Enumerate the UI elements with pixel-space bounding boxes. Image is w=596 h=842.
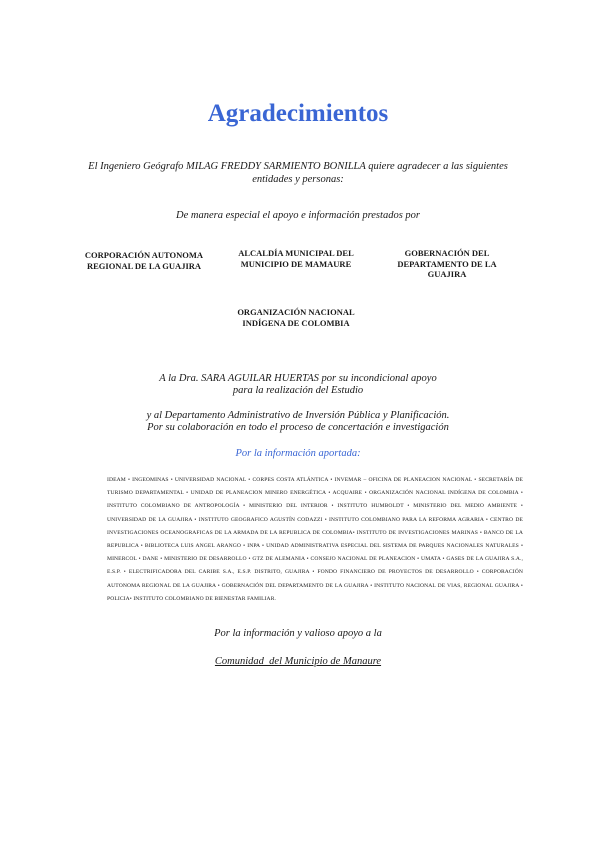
intro-line-1: El Ingeniero Geógrafo MILAG FREDDY SARMIENTO BONILLA quiere agradecer a las siguientes [88, 161, 508, 172]
info-heading: Por la información aportada: [235, 448, 361, 459]
org-line: GUAJIRA [427, 269, 467, 279]
person-thanks-line-1: A la Dra. SARA AGUILAR HUERTAS por su incondicional apoyo [159, 373, 437, 384]
org-line: DEPARTAMENTO DE LA [397, 258, 497, 269]
org-corpoguajira [74, 250, 214, 271]
org-line: CORPORACIÓN AUTONOMA [84, 250, 204, 260]
person-thanks [0, 373, 596, 397]
special-thanks-text: De manera especial el apoyo e información prestados por [176, 210, 420, 221]
org-onic [226, 307, 366, 328]
org-line: INDÍGENA DE COLOMBIA [242, 317, 350, 328]
page-title: Agradecimientos [207, 100, 389, 127]
closing-text: Por la información y valioso apoyo a la [214, 628, 382, 639]
org-line: ALCALDÍA MUNICIPAL DEL [238, 248, 354, 258]
org-line: GOBERNACIÓN DEL [404, 248, 490, 258]
org-line: MUNICIPIO DE MAMAURE [240, 258, 352, 269]
person-thanks-line-2: para la realización del Estudio [232, 385, 364, 396]
org-line: ORGANIZACIÓN NACIONAL [237, 307, 355, 317]
org-line: REGIONAL DE LA GUAJIRA [86, 260, 202, 271]
intro-line-2: entidades y personas: [252, 174, 344, 185]
department-thanks-line-1: y al Departamento Administrativo de Inversión Pública y Planificación. [146, 410, 450, 421]
intro-paragraph [70, 160, 526, 186]
community-text: Comunidad del Municipio de Manaure [214, 656, 382, 667]
institutions-list: IDEAM • INGEOMINAS • UNIVERSIDAD NACIONAL • CORPES COSTA ATLÁNTICA • INVEMAR – OFICINA DE PLANEACION NACIONAL • SECRETARÍA DE TURISMO DEPARTAMENTAL • UNIDAD DE PLANEACION MINERO ENERGÉTICA • ACQUAIRE • ORGANIZACIÓN NACIONAL INDÍGENA DE COLOMBIA • INSTITUTO COLOMBIANO DE ANTROPOLOGÍA • MINISTERIO DEL INTERIOR • INSTITUTO HUMBOLDT • MINISTERIO DEL MEDIO AMBIENTE • UNIVERSIDAD DE LA GUAJIRA • INSTITUTO GEOGRAFICO AGUSTÍN CODAZZI • INSTITUTO COLOMBIANO PARA LA REFORMA AGRARIA • CENTRO DE INVESTIGACIONES OCEANOGRAFICAS DE LA ARMADA DE LA REPUBLICA DE COLOMBIA• INSTITUTO DE INVESTIGACIONES MARINAS • BANCO DE LA REPUBLICA • BIBLIOTECA LUIS ANGEL ARANGO • INPA • UNIDAD ADMINISTRATIVA ESPECIAL DEL SISTEMA DE PARQUES NACIONALES NATURALES • MINERCOL • DANE • MINISTERIO DE DESARROLLO • GTZ DE ALEMANIA • CONSEJO NACIONAL DE PLANEACION • UMATA • GASES DE LA GUAJIRA S.A., E.S.P. • ELECTRIFICADORA DEL CARIBE S.A., E.S.P. DISTRITO, GUAJIRA • FONDO FINANCIERO DE PROYECTOS DE DESARROLLO • CORPORACIÓN AUTONOMA REGIONAL DE LA GUAJIRA • GOBERNACIÓN DEL DEPARTAMENTO DE LA GUAJIRA • INSTITUTO NACIONAL DE VIAS, REGIONAL GUAJIRA • POLICIA• INSTITUTO COLOMBIANO DE BIENESTAR FAMILIAR. [107, 477, 523, 602]
department-thanks [0, 410, 596, 434]
org-gobernacion [378, 248, 516, 280]
org-alcaldia [226, 248, 366, 269]
department-thanks-line-2: Por su colaboración en todo el proceso de concertación e investigación [147, 422, 449, 433]
